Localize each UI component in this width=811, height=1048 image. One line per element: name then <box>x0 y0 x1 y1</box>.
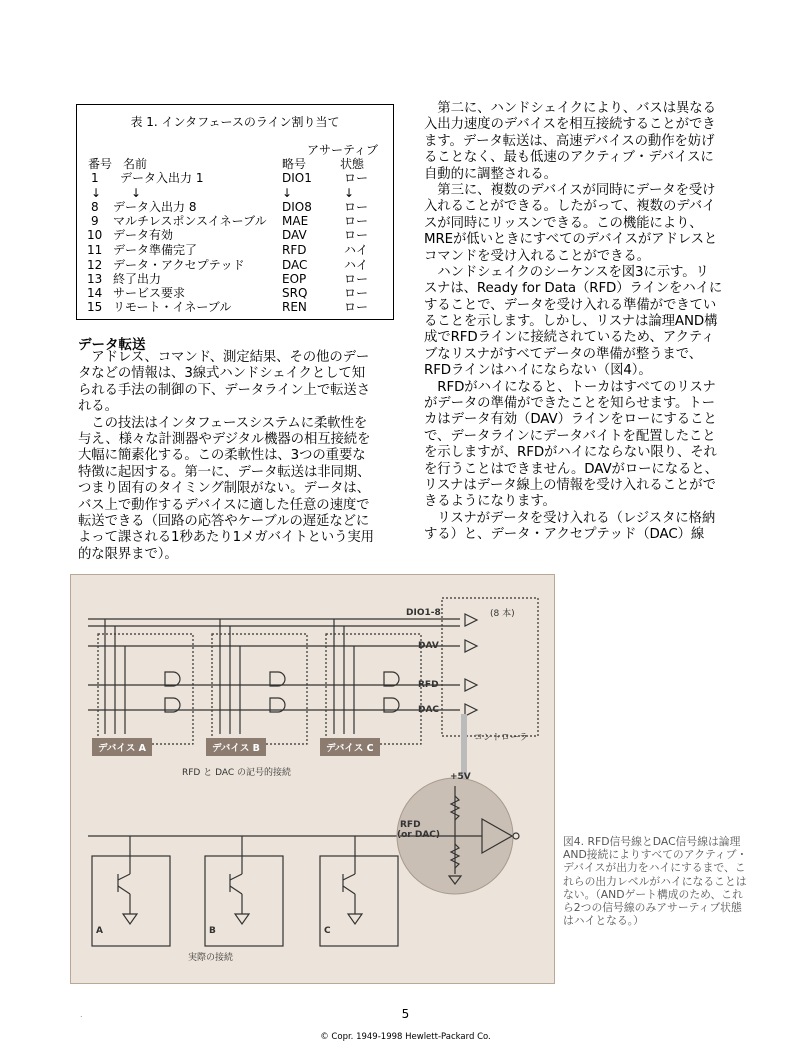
table-row-num: 14 <box>87 286 103 300</box>
table-row-name: データ入出力 8 <box>113 200 197 214</box>
caption-line: ない。（ANDゲート構成のため、これ <box>563 887 743 901</box>
text-line: 大幅に簡素化する。この柔軟性は、3つの重要な <box>78 448 366 464</box>
table-header-assertive: アサーティブ <box>307 143 379 157</box>
text-line: RFDがハイになると、トーカはすべてのリスナ <box>424 379 716 395</box>
text-line: リスナはデータ線上の情報を受け入れることがで <box>424 477 716 493</box>
actual-caption: 実際の接続 <box>188 953 234 963</box>
label-dio: DIO1-8 <box>406 608 441 618</box>
figure-frame <box>70 574 555 984</box>
table-row-num: 8 <box>91 200 99 214</box>
device-b-label: デバイス B <box>206 738 266 756</box>
text-line: リスナがデータを受け入れる（レジスタに格納 <box>424 510 716 526</box>
table-row-num: 1 <box>91 171 99 185</box>
text-line: タなどの情報は、3線式ハンドシェイクとして知 <box>78 366 365 382</box>
table-row-state: ハイ <box>344 243 369 257</box>
table-row-name: データ・アクセプテッド <box>113 258 245 272</box>
text-line: ハンドシェイクのシーケンスを図3に示す。リ <box>424 264 709 280</box>
table-row-name: ↓ <box>131 186 142 200</box>
text-line: スナは、Ready for Data（RFD）ラインをハイに <box>424 281 723 297</box>
text-line: れる。 <box>78 399 118 415</box>
copyright: © Copr. 1949-1998 Hewlett-Packard Co. <box>320 1032 491 1042</box>
table-row-state: ロー <box>344 272 369 286</box>
text-line: 入れることができる。したがって、複数のデバイ <box>424 199 716 215</box>
section-heading: データ転送 <box>78 337 146 353</box>
text-line: RFDラインはハイにならない（図4）。 <box>424 363 652 379</box>
table-row-abbr: SRQ <box>282 286 308 300</box>
table-row-name: リモート・イネーブル <box>113 300 232 314</box>
table-header-abbr: 略号 <box>282 157 307 171</box>
text-line: ブなリスナがすべてデータの準備が整うまで、 <box>424 346 703 362</box>
table-row-state: ロー <box>344 228 369 242</box>
switch-label-c: C <box>324 926 331 936</box>
text-line: ます。データ転送は、高速デバイスの動作を妨げ <box>424 133 715 149</box>
table-row-abbr: DAV <box>282 228 307 242</box>
page-number: 5 <box>401 1007 410 1021</box>
text-line: 自動的に調整される。 <box>424 166 557 182</box>
table-row-state: ロー <box>344 300 369 314</box>
table-row-name: 終了出力 <box>113 272 162 286</box>
table-row-num: 12 <box>87 258 103 272</box>
label-rfd: RFD <box>418 680 439 690</box>
left-column-text <box>78 350 374 563</box>
text-line: 成でRFDラインに接続されているため、アクティ <box>424 330 715 346</box>
table-row-abbr: DIO1 <box>282 171 312 185</box>
table-row-name: マルチレスポンスイネーブル <box>113 214 267 228</box>
text-line: 入出力速度のデバイスを相互接続することができ <box>424 117 716 133</box>
table-title: 表 1. インタフェースのライン割り当て <box>130 115 340 129</box>
text-line: 転送できる（回路の応答やケーブルの遅延などに <box>78 513 370 529</box>
caption-line: デバイスが出力をハイにするまで、こ <box>563 861 746 875</box>
table-row-abbr: RFD <box>282 243 307 257</box>
symbolic-caption: RFD と DAC の記号的接続 <box>182 768 291 778</box>
caption-line: はハイとなる。） <box>563 914 644 928</box>
text-line: られる手法の制御の下、データライン上で転送さ <box>78 382 370 398</box>
controller-label: コントローラ <box>474 733 529 743</box>
table-row-name: データ有効 <box>113 228 174 242</box>
caption-line: 図4. RFD信号線とDAC信号線は論理 <box>563 835 741 848</box>
device-a-label: デバイス A <box>92 738 152 756</box>
text-line: する）と、データ・アクセプテッド（DAC）線 <box>424 527 705 543</box>
table-row-state: ロー <box>344 200 369 214</box>
text-line: 第二に、ハンドシェイクにより、バスは異なる <box>424 101 716 116</box>
text-line: がデータの準備ができたことを知らせます。トー <box>424 396 715 412</box>
caption-line: れらの出力レベルがハイになることは <box>563 874 747 888</box>
text-line: 的な限界まで）。 <box>78 546 178 562</box>
figure-caption <box>563 835 747 927</box>
text-line: で、データラインにデータバイトを配置したこと <box>424 428 716 444</box>
label-dac: DAC <box>418 705 440 715</box>
table-row-name: サービス要求 <box>113 286 186 300</box>
caption-line: ら2つの信号線のみアサーティブ状態 <box>563 900 742 914</box>
label-rfd-circle: RFD <box>400 820 421 830</box>
table-row-num: ↓ <box>91 186 102 200</box>
text-line: バス上で動作するデバイスに適した任意の速度で <box>78 497 370 513</box>
text-line: MREが低いときにすべてのデバイスがアドレスと <box>424 232 718 248</box>
text-line: きるようになります。 <box>424 494 556 510</box>
text-line: この技法はインタフェースシステムに柔軟性を <box>78 415 368 431</box>
table-row-name: データ準備完了 <box>113 243 198 257</box>
text-line: コマンドを受け入れることができる。 <box>424 248 650 264</box>
table-header-name: 名前 <box>123 157 148 171</box>
table-row-num: 11 <box>87 243 103 257</box>
table-row-abbr: DIO8 <box>282 200 312 214</box>
table-row-abbr: DAC <box>282 258 308 272</box>
right-column-text <box>424 101 722 544</box>
text-line: 特徴に起因する。第一に、データ転送は非同期、 <box>78 464 371 480</box>
table-row-state: ロー <box>344 286 369 300</box>
table-row-num: 13 <box>87 272 103 286</box>
text-line: つまり固有のタイミング制限がない。データは、 <box>78 481 370 497</box>
table-row-abbr: MAE <box>282 214 309 228</box>
text-line: アドレス、コマンド、測定結果、その他のデー <box>78 350 370 365</box>
table-header-state: 状態 <box>340 157 365 171</box>
label-plus5v: +5V <box>450 772 471 782</box>
table-row-num: 10 <box>87 228 103 242</box>
label-dav: DAV <box>418 641 439 651</box>
table-row-state: ハイ <box>344 258 369 272</box>
text-line: を行うことはできません。DAVがローになると、 <box>424 461 718 477</box>
text-line: ることを示します。しかし、リスナは論理AND構 <box>424 314 718 330</box>
caption-line: AND接続によりすべてのアクティブ・ <box>563 848 748 862</box>
table-row-name: データ入出力 1 <box>120 171 204 185</box>
text-line: を示しますが、RFDがハイにならない限り、それ <box>424 445 717 461</box>
text-line: 第三に、複数のデバイスが同時にデータを受け <box>424 182 716 198</box>
table-row-state: ↓ <box>344 186 355 200</box>
switch-label-a: A <box>96 926 103 936</box>
table-row-num: 9 <box>91 214 99 228</box>
table-row-state: ロー <box>344 214 369 228</box>
text-line: ることなく、最も低速のアクティブ・デバイスに <box>424 150 714 166</box>
table-row-abbr: REN <box>282 300 307 314</box>
label-or-dac: (or DAC) <box>397 830 441 840</box>
table-header-num: 番号 <box>88 157 113 171</box>
text-line: 与え、様々な計測器やデジタル機器の相互接続を <box>78 431 371 447</box>
text-line: カはデータ有効（DAV）ラインをローにすること <box>424 412 717 428</box>
table-row-state: ロー <box>344 171 369 185</box>
footer-dot: . <box>80 1010 83 1019</box>
table-row-abbr: EOP <box>282 272 307 286</box>
switch-label-b: B <box>209 926 216 936</box>
label-eight-lines: (8 本) <box>490 609 515 619</box>
text-line: スが同時にリッスンできる。この機能により、 <box>424 215 703 231</box>
device-c-label: デバイス C <box>320 738 380 756</box>
text-line: よって課される1秒あたり1メガバイトという実用 <box>78 530 374 546</box>
table-row-num: 15 <box>87 300 103 314</box>
table-row-abbr: ↓ <box>282 186 293 200</box>
text-line: することで、データを受け入れる準備ができてい <box>424 297 717 313</box>
